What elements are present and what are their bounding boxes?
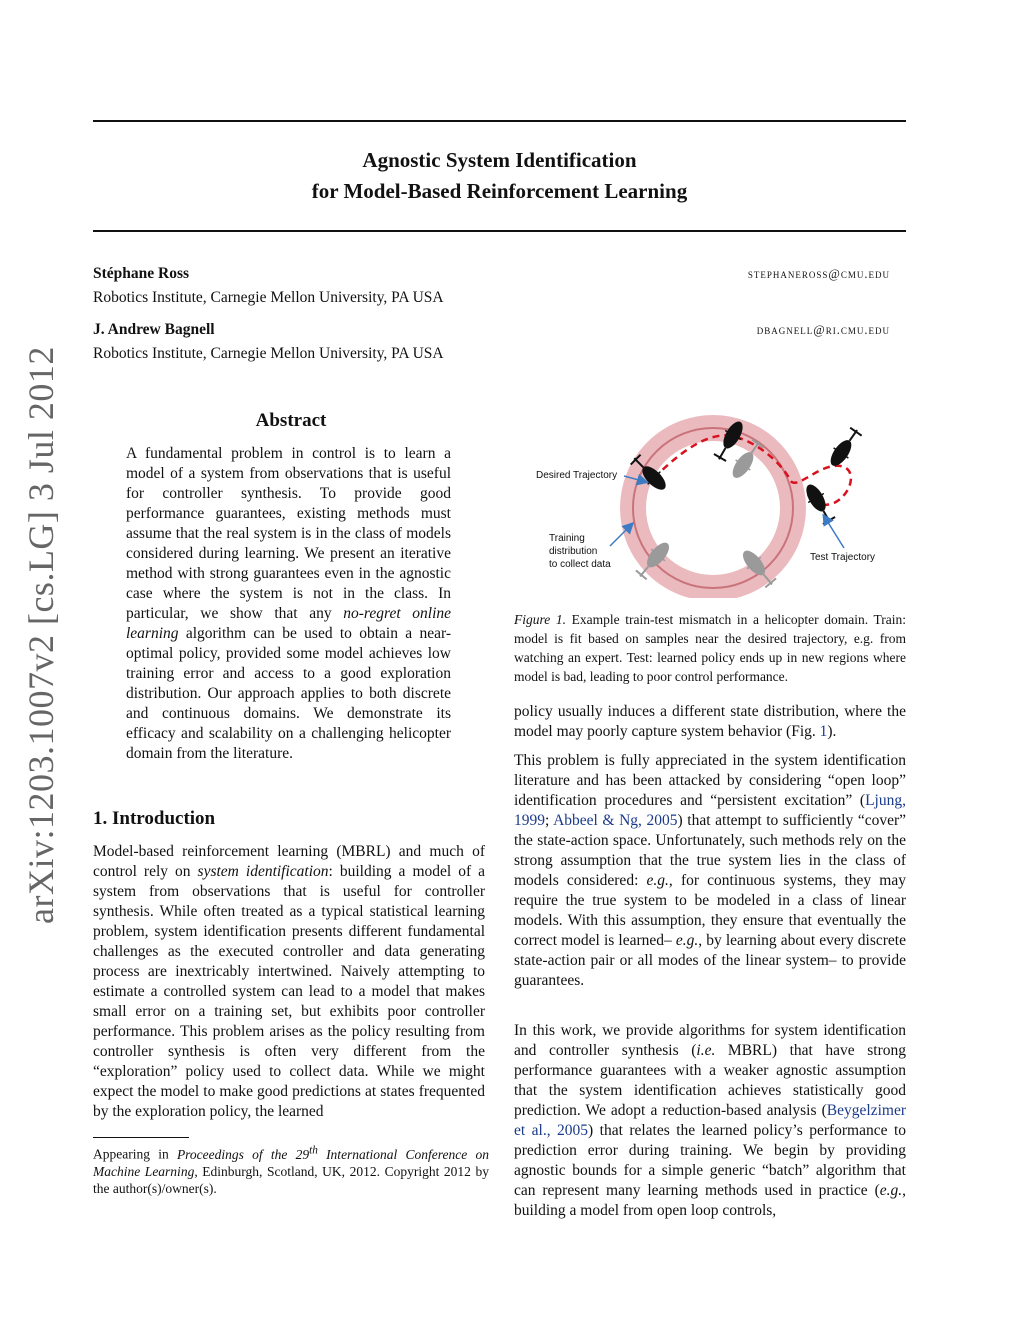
paper-title <box>93 145 906 207</box>
author-affiliation-2: Robotics Institute, Carnegie Mellon University, PA USA <box>93 345 444 362</box>
abstract-heading: Abstract <box>255 410 327 431</box>
abstract-text <box>126 444 451 764</box>
footnote <box>93 1142 489 1197</box>
author-email-2[interactable]: dbagnell@ri.cmu.edu <box>756 323 890 337</box>
title-top-rule <box>93 120 906 122</box>
author-name-2: J. Andrew Bagnell <box>93 321 215 338</box>
arxiv-stamp: arXiv:1203.1007v2 [cs.LG] 3 Jul 2012 <box>21 346 61 924</box>
title-bottom-rule <box>93 230 906 232</box>
figure-helicopter-diagram <box>514 398 906 598</box>
abstract-emphasis: no-regret online learning <box>126 605 452 642</box>
intro-heading: 1. Introduction <box>93 808 216 829</box>
figure-caption-label: Figure 1. <box>514 612 566 627</box>
citation-abbeel[interactable]: Abbeel & Ng, 2005 <box>553 812 678 829</box>
intro-text-b: : building a model of a system from observations that is useful for controller synthesis. While often treated as a typical statistical learning problem, system identification presents different fundamental challenges as the executed controller and data generating process are inextricably intertwined. Naively attempting to estimate a controlled system can lead to a model that makes small error on a training set, but exhibits poor controller performance. This problem arises as the policy resulting from controller synthesis is often very different from the “exploration” policy used to collect data. While we might expect the model to make good predictions at states frequented by the exploration policy, the learned <box>93 863 485 1120</box>
figure-ref-link[interactable]: 1 <box>819 723 828 740</box>
citation-beygelzimer[interactable]: Beygelzimer et al., 2005 <box>514 1102 906 1139</box>
title-line-2: for Model-Based Reinforcement Learning <box>311 179 688 203</box>
abstract-text-a: A fundamental problem in control is to learn a model of a system from observations that is useful for controller synthesis. To provide good performance guarantees, existing methods must assume that the real system is in the class of models considered during learning. We present an iterative method with strong guarantees even in the agnostic case where the system is not in the class. In particular, we show that any <box>126 445 451 622</box>
author-email-1[interactable]: stephaneross@cmu.edu <box>747 267 890 281</box>
right-paragraph-1: policy usually induces a different state distribution, where the model may poorly capture system behavior (Fig. 1). <box>514 703 906 740</box>
arrow-test <box>824 516 844 548</box>
abstract-text-b: algorithm can be used to obtain a near-optimal policy, provided some model achieves low training error and access to a good exploration distribution. Our approach applies to both discrete and continuous domains. We demonstrate its efficacy and scalability on a challenging helicopter domain from the literature. <box>126 625 451 762</box>
label-test-trajectory: Test Trajectory <box>810 552 876 563</box>
footnote-a: Appearing in <box>93 1146 177 1162</box>
label-training-line-1: Training <box>549 533 585 544</box>
footnote-b: , Edinburgh, Scotland, UK, 2012. Copyright 2012 by the author(s)/owner(s). <box>93 1163 489 1196</box>
helicopter-test-3 <box>825 425 864 471</box>
helicopter-test-4 <box>801 481 838 527</box>
citation-ljung[interactable]: Ljung, 1999 <box>514 792 906 829</box>
label-training-line-2: distribution <box>549 546 598 557</box>
author-name-1: Stéphane Ross <box>93 265 190 282</box>
title-line-1: Agnostic System Identification <box>362 148 637 172</box>
label-desired-trajectory: Desired Trajectory <box>536 470 618 481</box>
footnote-proceedings: Proceedings of the 29th International Conference on Machine Learning <box>93 1144 489 1179</box>
footnote-rule <box>93 1137 189 1138</box>
figure-caption <box>514 610 906 686</box>
figure-caption-text: Example train-test mismatch in a helicopter domain. Train: model is fit based on samples near the desired trajectory, e.g. from watching an expert. Test: learned policy ends up in new regions where model is bad, leading to poor control performance. <box>514 612 906 684</box>
intro-paragraph <box>93 842 485 1122</box>
label-training-line-3: to collect data <box>549 559 611 570</box>
intro-text-a: Model-based reinforcement learning (MBRL) and much of control rely on <box>93 843 485 880</box>
right-paragraph-2: This problem is fully appreciated in the system identification literature and has been attacked by considering “open loop” identification procedures and “persistent excitation” (Ljung, 1999; Abbeel & Ng, 2005) that attempt to sufficiently “cover” the state-action space. Unfortunately, such methods rely on the strong assumption that the true system lies in the class of models considered: e.g., for continuous systems, they may require the true system to be modeled in a class of linear models. With this assumption, they ensure that eventually the correct model is learned– e.g., by learning about every discrete state-action pair or all modes of the linear system– to provide guarantees. <box>514 752 907 989</box>
intro-emphasis: system identification <box>197 863 329 880</box>
author-affiliation-1: Robotics Institute, Carnegie Mellon University, PA USA <box>93 289 444 306</box>
right-paragraph-3: In this work, we provide algorithms for system identification and controller synthesis (i.e. MBRL) that have strong performance guarantees with a weaker agnostic assumption that the system identification achieves statistically good prediction. We adopt a reduction-based analysis (Beygelzimer et al., 2005) that relates the learned policy’s performance to prediction error during training. We begin by providing agnostic bounds for a simple generic “batch” algorithm that can represent many learning methods used in practice (e.g., building a model from open loop controls, <box>514 1022 907 1219</box>
